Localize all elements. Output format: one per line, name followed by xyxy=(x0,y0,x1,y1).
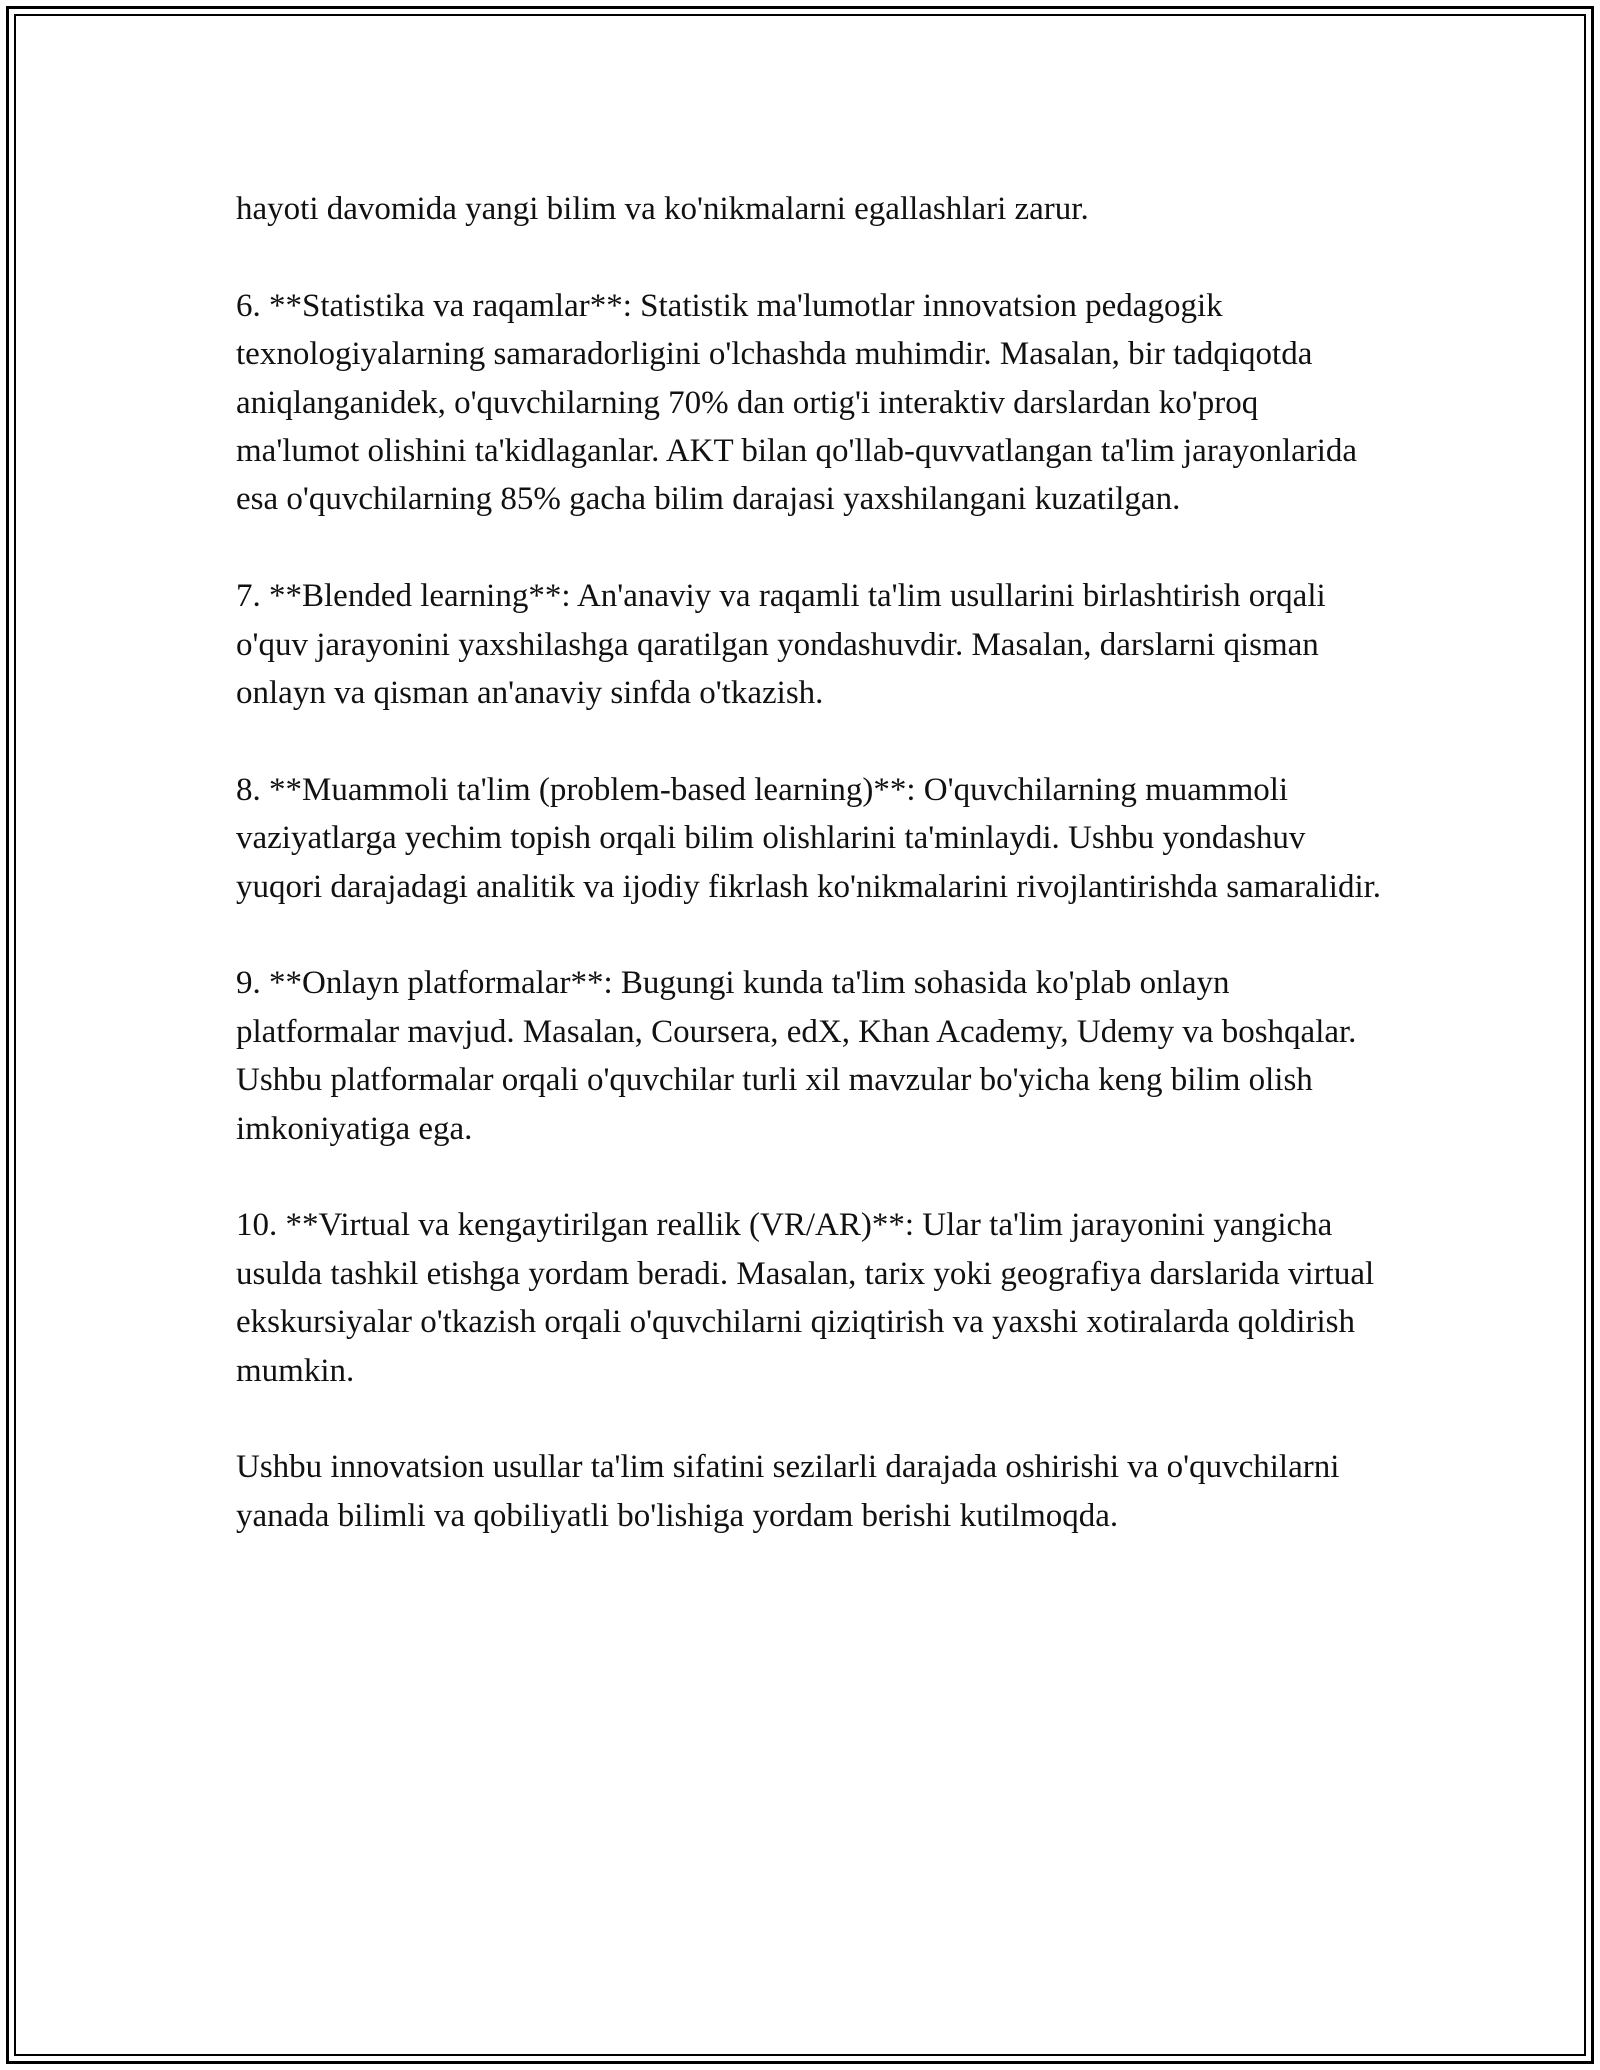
paragraph-vr-ar: 10. **Virtual va kengaytirilgan reallik (VR/AR)**: Ular ta'lim jarayonini yangicha usulda tashkil etishga yordam beradi. Masalan, tarix yoki geografiya darslarida virtual ekskursiyalar o'tkazish orqali o'quvchilarni qiziqtirish va yaxshi xotiralarda qoldirish mumkin. xyxy=(236,1207,1375,1389)
paragraph-statistics: 6. **Statistika va raqamlar**: Statistik ma'lumotlar innovatsion pedagogik texnologiyalarning samaradorligini o'lchashda muhimdir. Masalan, bir tadqiqotda aniqlanganidek, o'quvchilarning 70% dan ortig'i interaktiv darslardan ko'proq ma'lumot olishini ta'kidlaganlar. AKT bilan qo'llab-quvvatlangan ta'lim jarayonlarida esa o'quvchilarning 85% gacha bilim darajasi yaxshilangani kuzatilgan. xyxy=(236,287,1358,518)
paragraph-continuation: hayoti davomida yangi bilim va ko'nikmalarni egallashlari zarur. xyxy=(236,191,1089,227)
paragraph-online-platforms: 9. **Onlayn platformalar**: Bugungi kunda ta'lim sohasida ko'plab onlayn platformalar mavjud. Masalan, Coursera, edX, Khan Academy, Udemy va boshqalar. Ushbu platformalar orqali o'quvchilar turli xil mavzular bo'yicha keng bilim olish imkoniyatiga ega. xyxy=(236,965,1357,1147)
paragraph-blended-learning: 7. **Blended learning**: An'anaviy va raqamli ta'lim usullarini birlashtirish orqali o'quv jarayonini yaxshilashga qaratilgan yondashuvdir. Masalan, darslarni qisman onlayn va qisman an'anaviy sinfda o'tkazish. xyxy=(236,578,1326,712)
paragraph-problem-based-learning: 8. **Muammoli ta'lim (problem-based learning)**: O'quvchilarning muammoli vaziyatlarga yechim topish orqali bilim olishlarini ta'minlaydi. Ushbu yondashuv yuqori darajadagi analitik va ijodiy fikrlash ko'nikmalarini rivojlantirishda samaralidir. xyxy=(236,771,1382,905)
document-body xyxy=(236,185,1386,1540)
paragraph-conclusion: Ushbu innovatsion usullar ta'lim sifatini sezilarli darajada oshirishi va o'quvchilarni yanada bilimli va qobiliyatli bo'lishiga yordam berishi kutilmoqda. xyxy=(236,1449,1340,1534)
